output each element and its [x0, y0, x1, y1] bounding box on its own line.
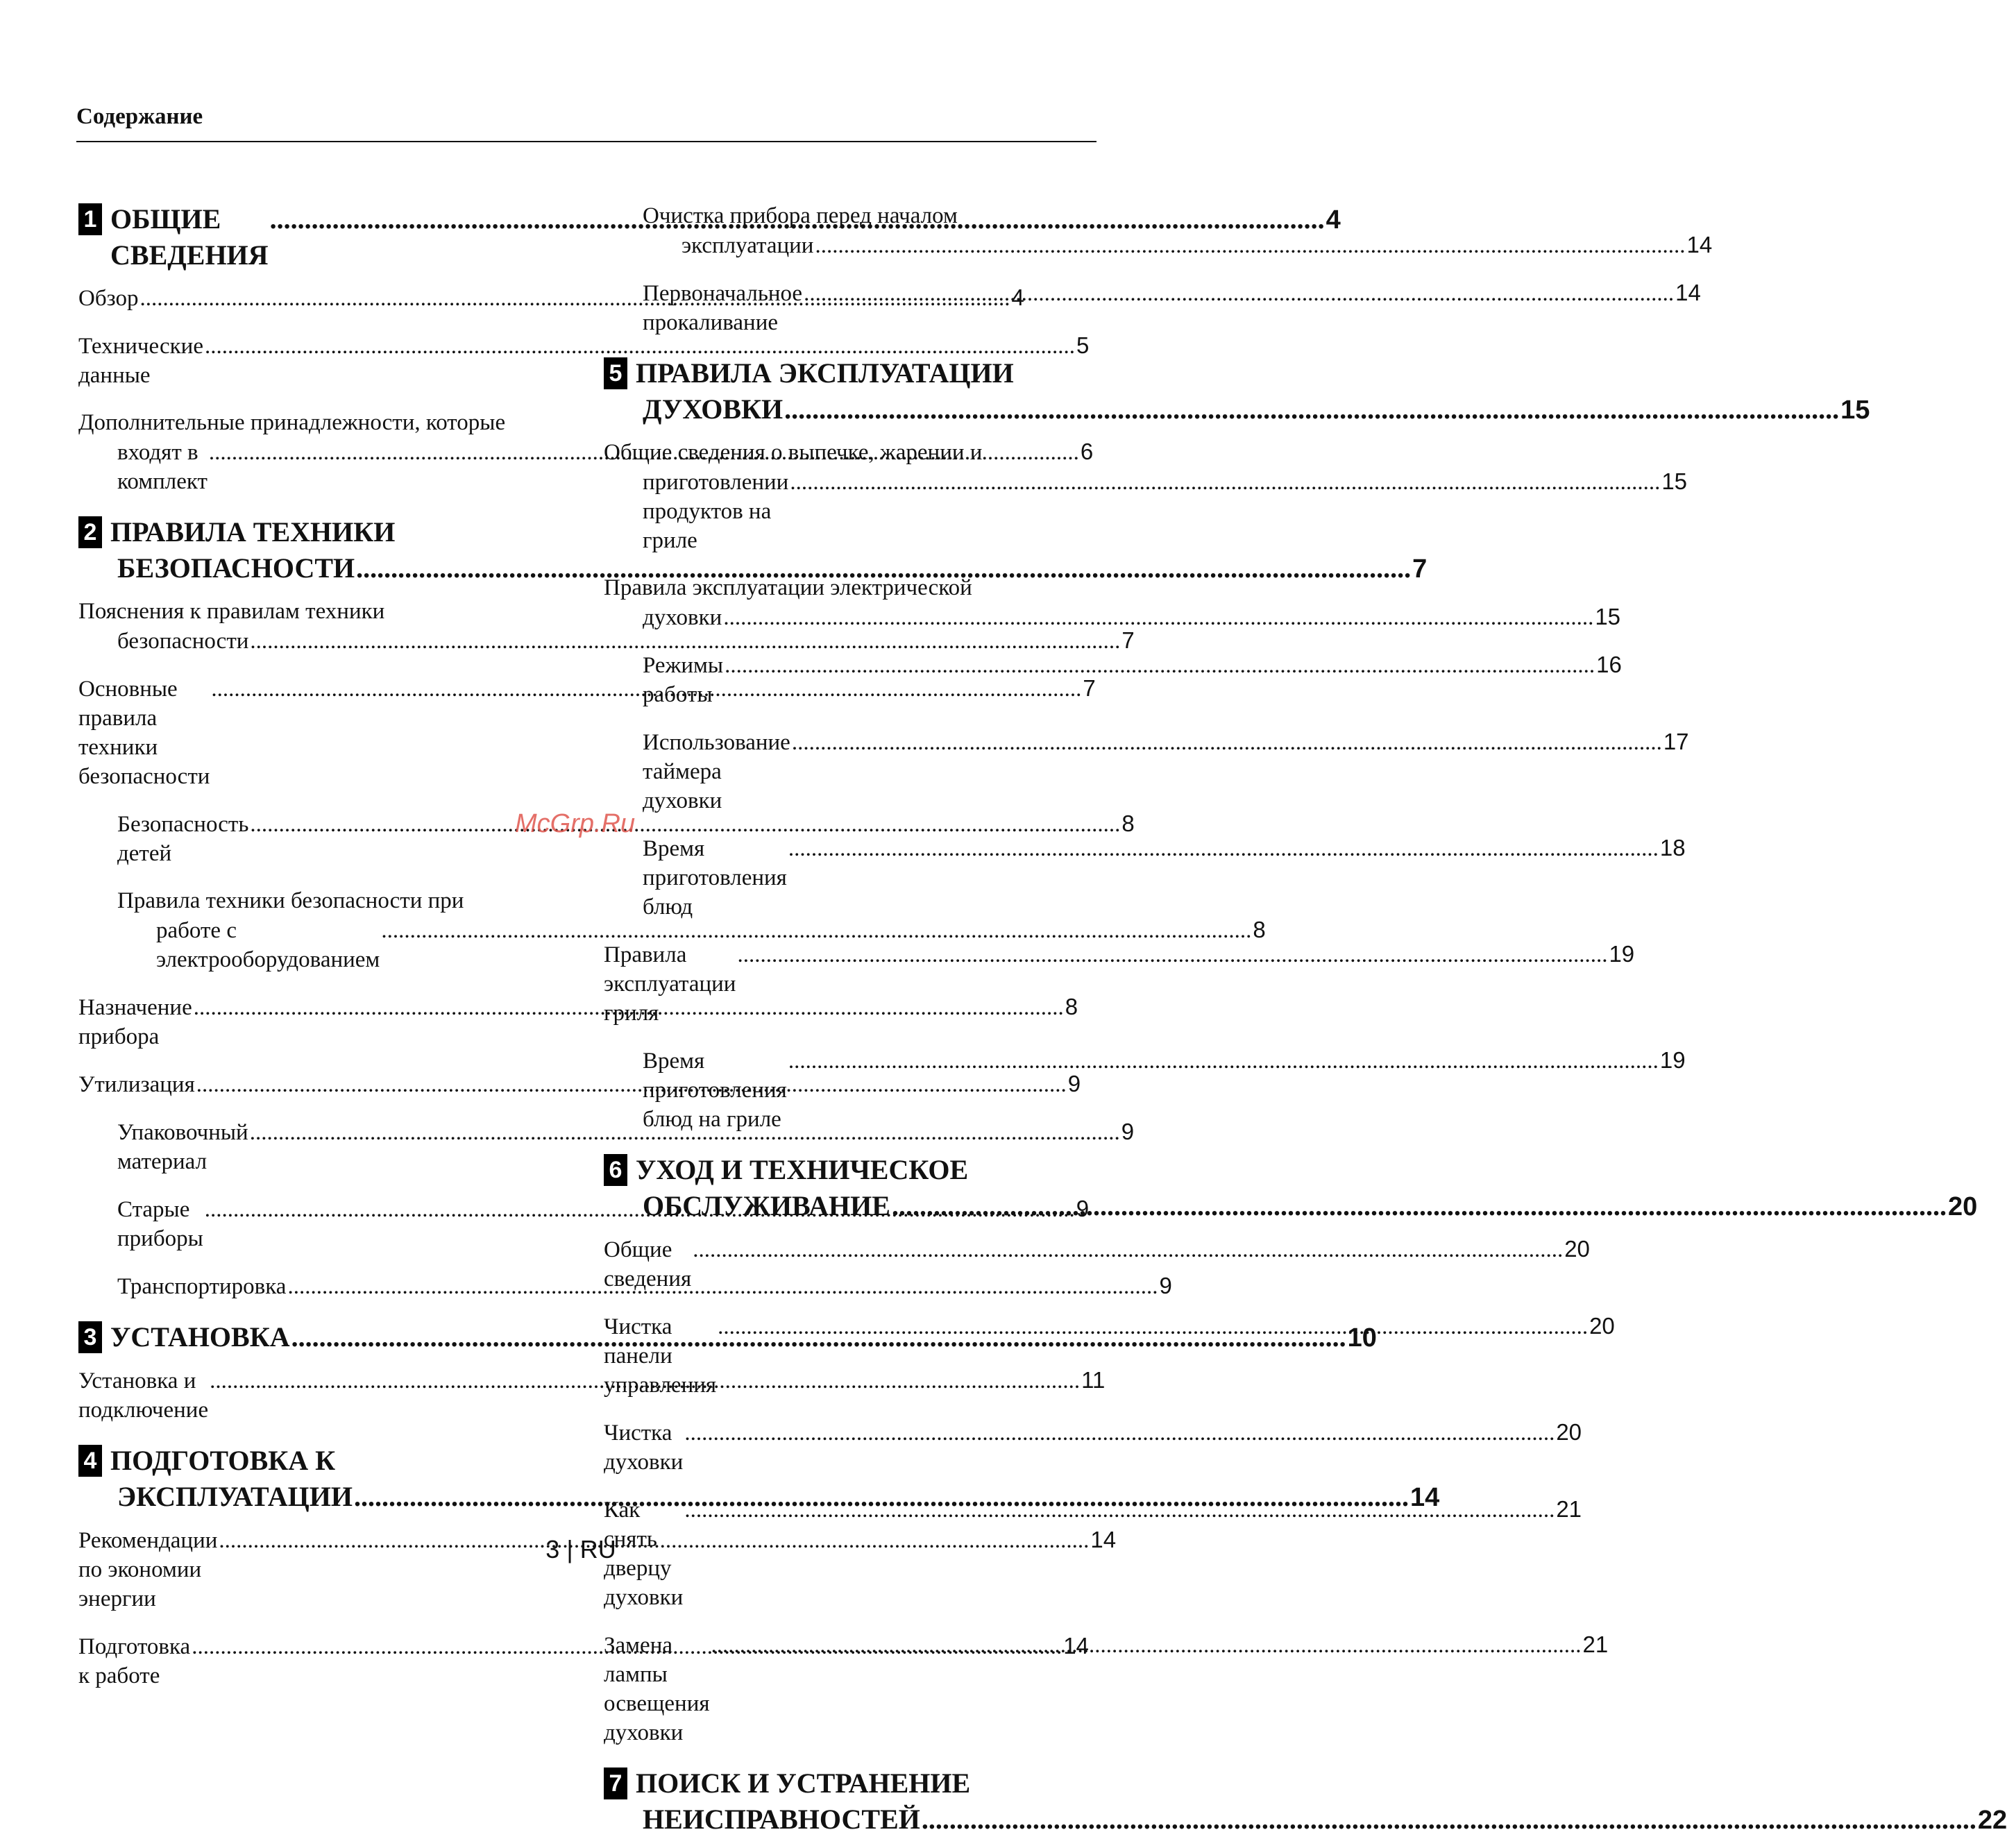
dot-leader	[815, 231, 1685, 260]
toc-entry-text: Пояснения к правилам техники	[78, 599, 385, 624]
toc-entry-text: Утилизация	[78, 1072, 195, 1097]
toc-entry-line	[604, 573, 1080, 602]
toc-entry	[78, 992, 1078, 1051]
toc-entry-line	[643, 833, 1686, 922]
toc-entry	[604, 1630, 1609, 1747]
chapter-title-text: УСТАНОВКА	[110, 1321, 290, 1353]
chapter-page-number: 20	[1947, 1192, 1978, 1221]
toc-page-number: 9	[1121, 1119, 1135, 1144]
chapter-number-badge: 5	[604, 357, 627, 389]
chapter-number-badge: 7	[604, 1768, 627, 1799]
chapter-number-badge: 4	[78, 1445, 102, 1477]
chapter-title-line	[636, 391, 1870, 428]
chapter-page-number: 14	[1409, 1483, 1440, 1512]
chapter-title-text: ПОДГОТОВКА К	[110, 1445, 336, 1476]
chapter-heading	[604, 1152, 1978, 1225]
dot-leader	[684, 1495, 1555, 1525]
chapter-number-badge: 3	[78, 1321, 102, 1353]
toc-page-number: 20	[1589, 1313, 1615, 1339]
header-title: Содержание	[76, 104, 203, 129]
toc-page-number: 4	[1011, 285, 1024, 310]
chapter-title-text: ДУХОВКИ	[643, 393, 784, 425]
toc-entry-text: Правила эксплуатации электрической	[604, 575, 972, 600]
toc-entry-text: Дополнительные принадлежности, которые	[78, 410, 506, 435]
toc-page-number: 15	[1595, 604, 1621, 629]
dot-leader	[693, 1235, 1563, 1264]
dot-leader	[725, 651, 1595, 680]
toc-page-number: 11	[1081, 1367, 1106, 1393]
toc-entry-line	[643, 1046, 1686, 1134]
toc-page-number: 19	[1659, 1047, 1686, 1073]
toc-entry-text: Технические данные	[78, 334, 203, 388]
chapter-title-text: НЕИСПРАВНОСТЕЙ	[643, 1804, 920, 1835]
chapter-title-line	[636, 1152, 1977, 1188]
toc-entry	[604, 1418, 1582, 1477]
toc-entry-line	[78, 597, 554, 626]
toc-entry-text: Как снять дверцу духовки	[604, 1498, 684, 1610]
dot-leader	[892, 1188, 1947, 1224]
dot-leader	[718, 1312, 1588, 1341]
toc-entry-text: Безопасность детей	[117, 812, 249, 866]
chapter-title-text: ПРАВИЛА ЭКСПЛУАТАЦИИ	[636, 357, 1014, 389]
chapter-title-text: УХОД И ТЕХНИЧЕСКОЕ	[636, 1154, 969, 1185]
dot-leader	[684, 1418, 1555, 1448]
chapter-number-badge: 1	[78, 203, 102, 235]
toc-entry	[604, 650, 1622, 709]
chapter-title-text: БЕЗОПАСНОСТИ	[117, 552, 355, 584]
toc-entry-text: Общие сведения	[604, 1237, 692, 1291]
toc-entry	[78, 1069, 1081, 1099]
chapter-heading	[78, 514, 1428, 587]
toc-entry-text: Обзор	[78, 286, 139, 311]
toc-entry-line	[117, 886, 554, 915]
toc-page-number: 20	[1564, 1236, 1590, 1262]
toc-entry	[604, 833, 1686, 922]
toc-page-number: 21	[1582, 1631, 1609, 1657]
toc-entry-text: Общие сведения о выпечке, жарении и	[604, 440, 983, 465]
toc-page-number: 14	[1090, 1527, 1117, 1552]
toc-page-number: 20	[1556, 1419, 1582, 1445]
chapter-page-number: 7	[1412, 554, 1428, 584]
toc-entry-text: Чистка духовки	[604, 1421, 684, 1475]
toc-entry-line	[604, 602, 1621, 632]
toc-entry-text: Правила техники безопасности при	[117, 888, 464, 913]
toc-entry	[78, 886, 1266, 974]
toc-page-number: 14	[1686, 232, 1713, 257]
toc-entry	[604, 278, 1701, 337]
toc-entry-line	[78, 408, 554, 437]
toc-entry-text: Рекомендации по экономии энергии	[78, 1528, 218, 1611]
toc-page-number: 19	[1609, 941, 1635, 967]
toc-entry	[78, 1366, 1106, 1425]
toc-entry	[78, 1271, 1172, 1301]
toc-entry-line	[643, 278, 1701, 337]
chapter-title-text: ПРАВИЛА ТЕХНИКИ	[110, 516, 396, 548]
toc-page-number: 7	[1083, 675, 1096, 701]
toc-page-number: 18	[1659, 835, 1686, 861]
chapter-title	[636, 355, 1870, 428]
toc-entry-text: Упаковочный материал	[117, 1120, 248, 1174]
toc-entry	[604, 573, 1621, 632]
toc-entry-line	[643, 650, 1622, 709]
toc-entry-text: Время приготовления блюд на гриле	[643, 1049, 787, 1132]
dot-leader	[711, 1631, 1582, 1660]
toc-entry-text: приготовлении продуктов на гриле	[643, 470, 789, 553]
language-code: RU	[579, 1535, 616, 1563]
toc-page-number: 5	[1076, 332, 1090, 358]
toc-page-number: 7	[1121, 627, 1135, 653]
chapter-title-text: ПОИСК И УСТРАНЕНИЕ	[636, 1768, 971, 1799]
toc-entry-line	[604, 1235, 1590, 1294]
toc-page-number: 9	[1067, 1071, 1081, 1096]
toc-entry-line	[117, 915, 1266, 974]
toc-entry-text: Транспортировка	[117, 1274, 287, 1299]
chapter-page-number: 15	[1840, 396, 1870, 425]
toc-entry-text: Режимы работы	[643, 653, 724, 707]
dot-leader	[737, 940, 1607, 969]
toc-entry-line	[643, 727, 1689, 815]
toc-entry-text: Время приготовления блюд	[643, 836, 787, 919]
toc-entry-text: духовки	[643, 605, 722, 630]
toc-entry	[604, 940, 1635, 1028]
page-number: 3	[545, 1535, 560, 1563]
dot-leader	[790, 468, 1660, 497]
page-footer	[0, 1535, 1162, 1564]
toc-entry-line	[78, 1366, 1106, 1425]
toc-entry-line	[604, 1418, 1582, 1477]
chapter-title-text: ЭКСПЛУАТАЦИИ	[117, 1481, 353, 1512]
toc-entry-line	[604, 1630, 1609, 1747]
toc-entry-text: Чистка панели управления	[604, 1314, 717, 1398]
toc-page-number: 6	[1080, 439, 1094, 464]
chapter-title	[636, 1765, 2007, 1838]
toc-entry	[604, 201, 1713, 260]
chapter-title-text: ОБСЛУЖИВАНИЕ	[643, 1190, 890, 1221]
toc-entry-text: входят в комплект	[117, 440, 208, 494]
toc-entry-text: Старые приборы	[117, 1197, 203, 1251]
toc-page-number: 8	[1121, 811, 1135, 836]
toc-entry-text: Правила эксплуатации гриля	[604, 942, 736, 1026]
chapter-title-line	[636, 1188, 1977, 1225]
chapter-number-badge: 2	[78, 516, 102, 548]
dot-leader	[792, 728, 1662, 757]
dot-leader	[788, 834, 1659, 863]
chapter-page-number: 4	[1326, 205, 1341, 235]
toc-page-number: 17	[1663, 729, 1689, 754]
toc-entry-line	[643, 230, 1713, 260]
toc-page-number: 16	[1596, 652, 1622, 677]
toc-entry-line	[604, 467, 1688, 555]
toc-entry-text: Установка и подключение	[78, 1368, 209, 1423]
chapter-title-line	[636, 1765, 2007, 1802]
footer-separator: |	[566, 1535, 573, 1563]
toc-entry-line	[78, 626, 1135, 656]
toc-entry-text: Очистка прибора перед началом	[643, 203, 958, 228]
toc-page-number: 8	[1253, 917, 1266, 942]
toc-entry-text: безопасности	[117, 629, 249, 654]
toc-entry	[604, 1046, 1686, 1134]
chapter-heading	[604, 1765, 2007, 1838]
dot-leader	[723, 603, 1593, 632]
toc-entry-text: Назначение прибора	[78, 995, 192, 1049]
toc-page-number: 15	[1661, 468, 1688, 494]
toc-entry-text: Замена лампы освещения духовки	[604, 1633, 710, 1745]
dot-leader	[804, 279, 1674, 308]
chapter-heading	[78, 1319, 1377, 1356]
toc-page-number: 14	[1675, 280, 1701, 305]
toc-entry-line	[643, 201, 1080, 230]
page-header	[76, 104, 1096, 142]
toc-entry-text: Использование таймера духовки	[643, 730, 790, 813]
dot-leader	[788, 1046, 1659, 1076]
toc-page-number: 8	[1065, 994, 1078, 1019]
dot-leader	[922, 1802, 1976, 1838]
toc-entry-line	[78, 1069, 1081, 1099]
toc-entry-line	[604, 940, 1635, 1028]
toc-page-number: 21	[1556, 1496, 1582, 1522]
chapter-title-line	[636, 355, 1870, 391]
toc-entry-text: Первоначальное прокаливание	[643, 281, 803, 335]
toc-page-number: 9	[1159, 1273, 1172, 1298]
toc-page-number: 9	[1076, 1196, 1090, 1221]
chapter-title-line	[636, 1802, 2007, 1838]
toc-entry	[604, 727, 1689, 815]
chapter-page-number: 10	[1347, 1323, 1377, 1353]
chapter-title	[636, 1152, 1977, 1225]
toc-entry-line	[78, 992, 1078, 1051]
chapter-title-text: ОБЩИЕ СВЕДЕНИЯ	[110, 203, 269, 271]
toc-entry-text: работе с электрооборудованием	[156, 918, 380, 972]
toc-entry	[604, 438, 1688, 555]
watermark: McGrp.Ru	[515, 809, 636, 838]
toc-page-number: 14	[1063, 1633, 1089, 1659]
dot-leader	[784, 391, 1839, 427]
toc-entry	[604, 1235, 1590, 1294]
toc-entry-text: Основные правила техники безопасности	[78, 677, 210, 789]
chapter-number-badge: 6	[604, 1154, 627, 1186]
chapter-page-number: 22	[1977, 1806, 2007, 1835]
toc-entry-line	[117, 1271, 1172, 1301]
toc-entry-text: эксплуатации	[681, 233, 814, 258]
toc-entry-line	[604, 438, 1080, 467]
chapter-heading	[604, 355, 1870, 428]
toc-entry-text: Подготовка к работе	[78, 1634, 191, 1688]
